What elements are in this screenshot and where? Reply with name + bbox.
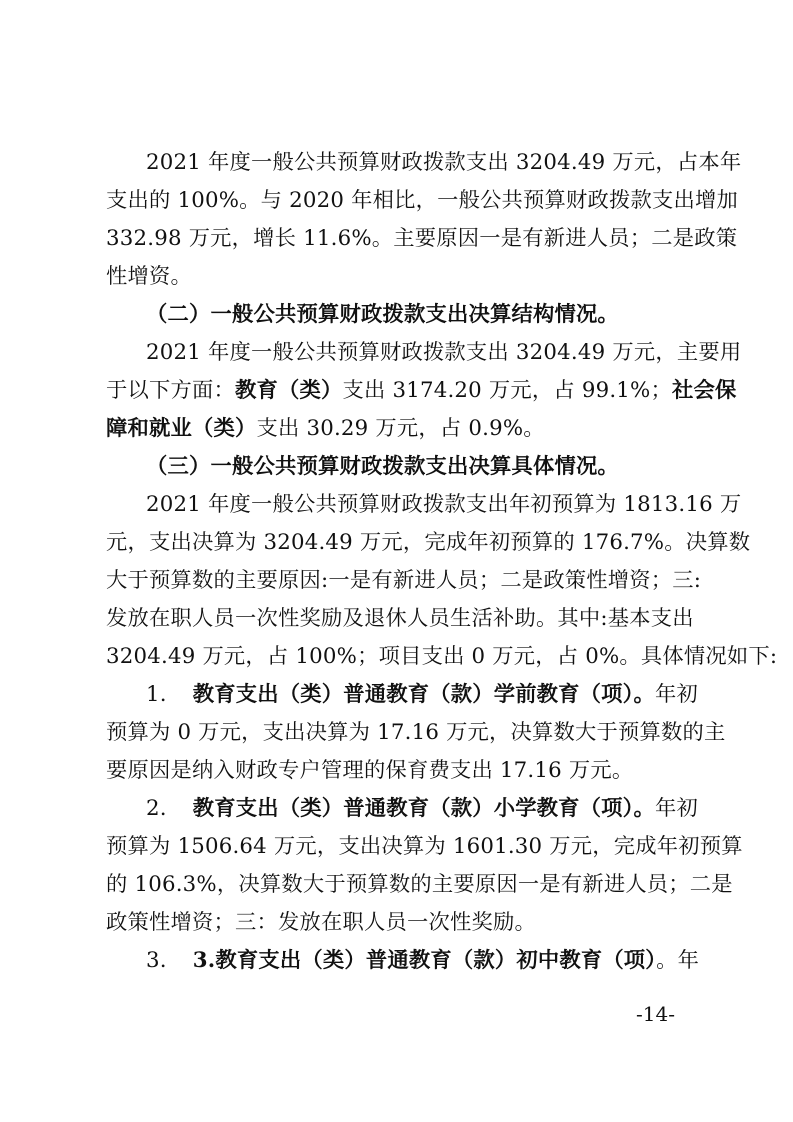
item-title-bold: 3.教育支出（类）普通教育（款）初中教育（项） bbox=[192, 948, 657, 973]
paragraph-line: 元，支出决算为 3204.49 万元，完成年初预算的 176.7%。决算数 bbox=[106, 530, 751, 555]
item-title-bold: 教育支出（类）普通教育（款）小学教育（项）。 bbox=[192, 796, 656, 821]
paragraph-line: 2021 年度一般公共预算财政拨款支出 3204.49 万元，主要用 bbox=[146, 340, 742, 365]
text-run: 年初 bbox=[655, 682, 699, 707]
paragraph-line bbox=[106, 417, 688, 441]
paragraph-line: 发放在职人员一次性奖励及退休人员生活补助。其中:基本支出 bbox=[106, 606, 694, 631]
text-run: 支出 3174.20 万元，占 99.1%； bbox=[342, 378, 672, 403]
list-number: 1. bbox=[146, 682, 167, 707]
item-title-bold: 教育支出（类）普通教育（款）学前教育（项）。 bbox=[192, 682, 656, 707]
category-label-bold: 教育（类） bbox=[234, 378, 343, 403]
section-heading: （三）一般公共预算财政拨款支出决算具体情况。 bbox=[146, 454, 619, 479]
list-number: 2. bbox=[146, 796, 167, 821]
paragraph-line: 要原因是纳入财政专户管理的保育费支出 17.16 万元。 bbox=[106, 758, 634, 783]
category-label-bold: 社会保 bbox=[672, 378, 737, 403]
paragraph-line bbox=[106, 378, 737, 403]
paragraph-line: 3204.49 万元，占 100%；项目支出 0 万元，占 0%。具体情况如下: bbox=[106, 644, 778, 669]
paragraph-line: 性增资。 bbox=[106, 264, 192, 289]
category-label-bold: 障和就业（类） bbox=[106, 416, 257, 441]
list-item-heading bbox=[146, 948, 700, 973]
text-run: 支出 30.29 万元，占 0.9%。 bbox=[256, 416, 545, 441]
text-run: 于以下方面： bbox=[106, 378, 235, 403]
text-run: 。年 bbox=[656, 948, 700, 973]
paragraph-line: 大于预算数的主要原因:一是有新进人员；二是政策性增资；三: bbox=[106, 568, 702, 593]
list-number: 3. bbox=[146, 948, 167, 973]
paragraph-line: 的 106.3%，决算数大于预算数的主要原因一是有新进人员；二是 bbox=[106, 872, 733, 897]
page-number: -14- bbox=[636, 1002, 675, 1026]
list-item-heading bbox=[146, 682, 699, 707]
paragraph-line: 政策性增资；三：发放在职人员一次性奖励。 bbox=[106, 910, 536, 935]
list-item-heading bbox=[146, 796, 699, 821]
text-run: 年初 bbox=[655, 796, 699, 821]
paragraph-line: 2021 年度一般公共预算财政拨款支出 3204.49 万元，占本年 bbox=[146, 150, 742, 175]
paragraph-line: 支出的 100%。与 2020 年相比，一般公共预算财政拨款支出增加 bbox=[106, 188, 739, 213]
paragraph-line: 2021 年度一般公共预算财政拨款支出年初预算为 1813.16 万 bbox=[146, 492, 742, 517]
paragraph-line: 预算为 1506.64 万元，支出决算为 1601.30 万元，完成年初预算 bbox=[106, 834, 743, 859]
paragraph-line: 预算为 0 万元，支出决算为 17.16 万元，决算数大于预算数的主 bbox=[106, 720, 726, 745]
paragraph-line: 332.98 万元，增长 11.6%。主要原因一是有新进人员；二是政策 bbox=[106, 226, 738, 251]
section-heading: （二）一般公共预算财政拨款支出决算结构情况。 bbox=[146, 302, 619, 327]
